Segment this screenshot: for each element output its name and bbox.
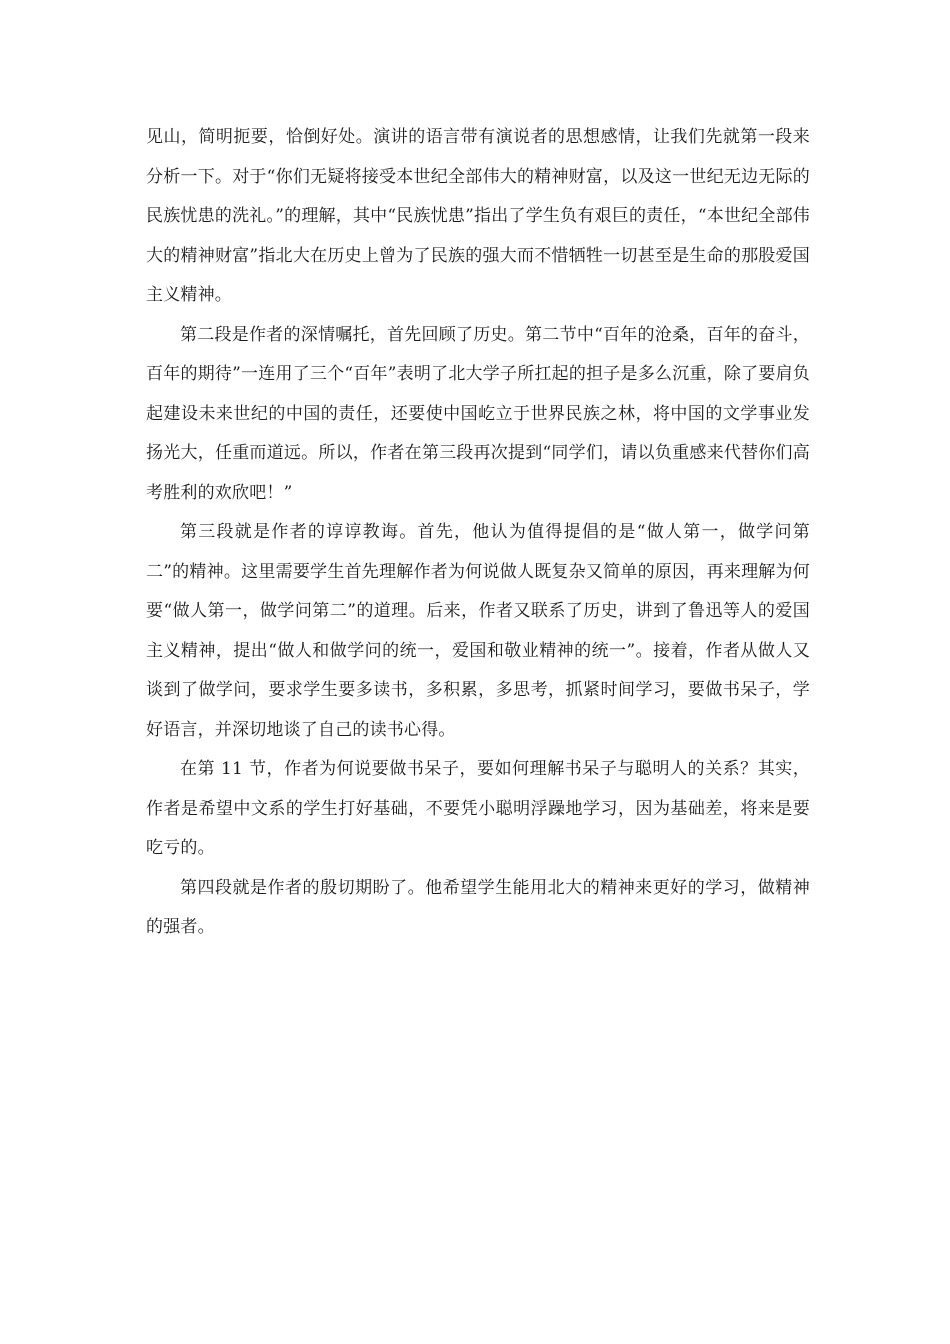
paragraph-3: 第三段就是作者的谆谆教诲。首先，他认为值得提倡的是“做人第一，做学问第二”的精神。这里需要学生首先理解作者为何说做人既复杂又简单的原因，再来理解为何要“做人第一，做学问第二”的道理。后来，作者又联系了历史，讲到了鲁迅等人的爱国主义精神，提出“做人和做学问的统一，爱国和敬业精神的统一”。接着，作者从做人又谈到了做学问，要求学生要多读书，多积累，多思考，抓紧时间学习，要做书呆子，学好语言，并深切地谈了自己的读书心得。 (146, 522, 810, 740)
document-body (146, 118, 810, 948)
paragraph-5: 第四段就是作者的殷切期盼了。他希望学生能用北大的精神来更好的学习，做精神的强者。 (146, 877, 810, 937)
paragraph-4: 在第 11 节，作者为何说要做书呆子，要如何理解书呆子与聪明人的关系？其实，作者是希望中文系的学生打好基础，不要凭小聪明浮躁地学习，因为基础差，将来是要吃亏的。 (146, 759, 810, 858)
paragraph-2: 第二段是作者的深情嘱托，首先回顾了历史。第二节中“百年的沧桑，百年的奋斗，百年的期待”一连用了三个“百年”表明了北大学子所扛起的担子是多么沉重，除了要肩负起建设未来世纪的中国的责任，还要使中国屹立于世界民族之林，将中国的文学事业发扬光大，任重而道远。所以，作者在第三段再次提到“同学们，请以负重感来代替你们高考胜利的欢欣吧！” (146, 324, 810, 503)
paragraph-1: 见山，简明扼要，恰倒好处。演讲的语言带有演说者的思想感情，让我们先就第一段来分析一下。对于“你们无疑将接受本世纪全部伟大的精神财富，以及这一世纪无边无际的民族忧患的洗礼。”的理解，其中“民族忧患”指出了学生负有艰巨的责任，“本世纪全部伟大的精神财富”指北大在历史上曾为了民族的强大而不惜牺牲一切甚至是生命的那股爱国主义精神。 (146, 127, 810, 305)
